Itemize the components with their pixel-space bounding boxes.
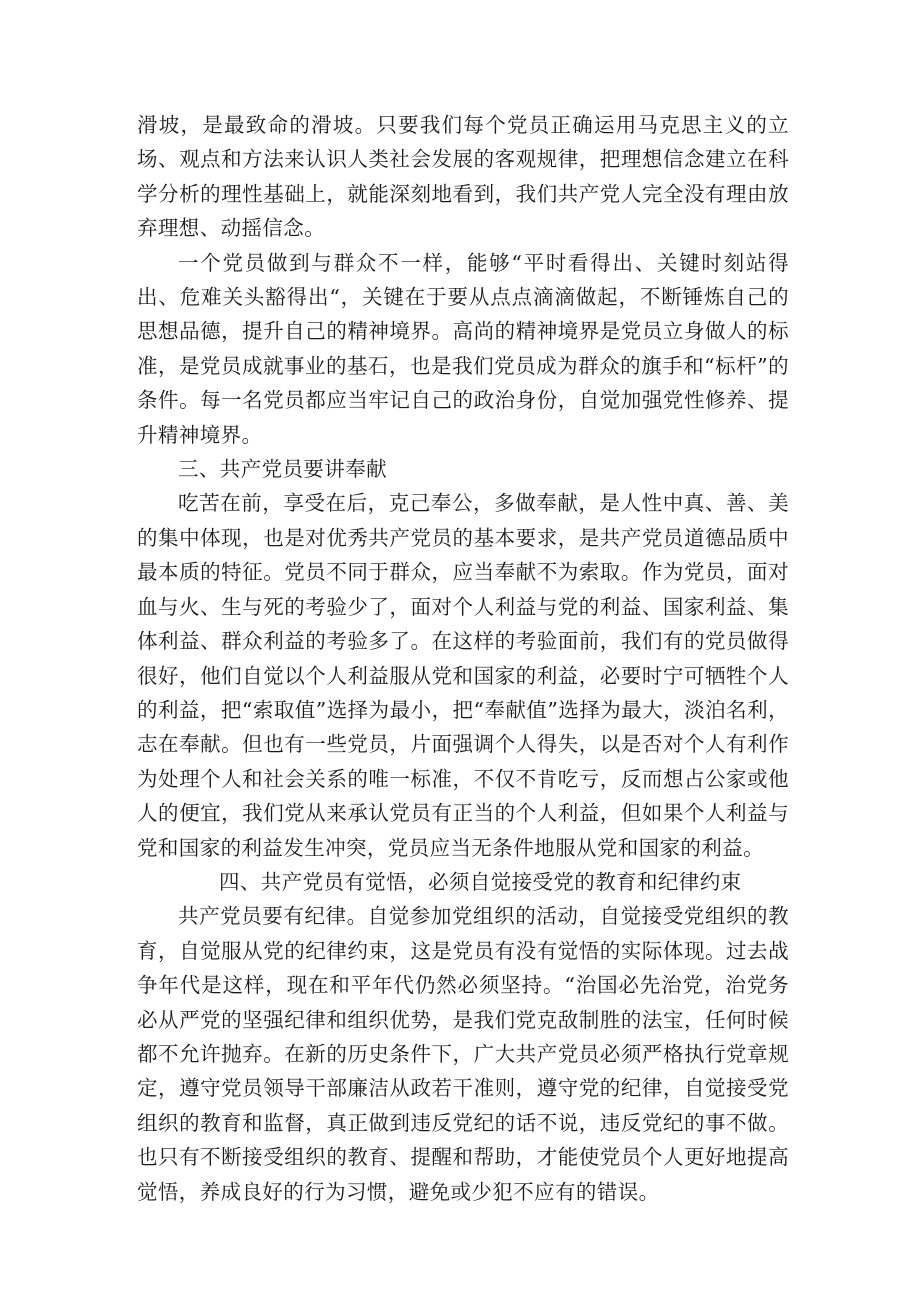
section-heading-3: 三、共产党员要讲奉献 xyxy=(178,457,387,482)
paragraph-dedication: 吃苦在前，享受在后，克己奉公，多做奉献，是人性中真、善、美的集中体现，也是对优秀共产党员的基本要求，是共产党员道德品质中最本质的特征。党员不同于群众，应当奉献不为索取。作为党员，面对血与火、生与死的考验少了，面对个人利益与党的利益、国家利益、集体利益、群众利益的考验多了。在这样的考验面前，我们有的党员做得很好，他们自觉以个人利益服从党和国家的利益，必要时宁可牺牲个人的利益，把“索取值”选择为最小，把“奉献值”选择为最大，淡泊名利，志在奉献。但也有一些党员，片面强调个人得失，以是否对个人有利作为处理个人和社会关系的唯一标准，不仅不肯吃亏，反而想占公家或他人的便宜，我们党从来承认党员有正当的个人利益，但如果个人利益与党和国家的利益发生冲突，党员应当无条件地服从党和国家的利益。 xyxy=(137,491,789,860)
paragraph-discipline: 共产党员要有纪律。自觉参加党组织的活动，自觉接受党组织的教育，自觉服从党的纪律约束，这是党员有没有觉悟的实际体现。过去战争年代是这样，现在和平年代仍然必须坚持。“治国必先治党，治党务必从严党的坚强纪律和组织优势，是我们党克敌制胜的法宝，任何时候都不允许抛弃。在新的历史条件下，广大共产党员必须严格执行党章规定，遵守党员领导干部廉洁从政若干准则，遵守党的纪律，自觉接受党组织的教育和监督，真正做到违反党纪的话不说，违反党纪的事不做。也只有不断接受组织的教育、提醒和帮助，才能使党员个人更好地提高觉悟，养成良好的行为习惯，避免或少犯不应有的错误。 xyxy=(137,904,789,1204)
paragraph-spirit: 一个党员做到与群众不一样，能够“平时看得出、关键时刻站得出、危难关头豁得出“，关键在于要从点点滴滴做起，不断锤炼自己的思想品德，提升自己的精神境界。高尚的精神境界是党员立身做人的标准，是党员成就事业的基石，也是我们党员成为群众的旗手和“标杆”的条件。每一名党员都应当牢记自己的政治身份，自觉加强党性修养、提升精神境界。 xyxy=(137,250,789,447)
paragraph-ideals: 滑坡，是最致命的滑坡。只要我们每个党员正确运用马克思主义的立场、观点和方法来认识人类社会发展的客观规律，把理想信念建立在科学分析的理性基础上，就能深刻地看到，我们共产党人完全没有理由放弃理想、动摇信念。 xyxy=(137,113,789,241)
section-heading-4: 四、共产党员有觉悟，必须自觉接受党的教育和纪律约束 xyxy=(219,869,742,894)
document-page xyxy=(137,108,789,1209)
